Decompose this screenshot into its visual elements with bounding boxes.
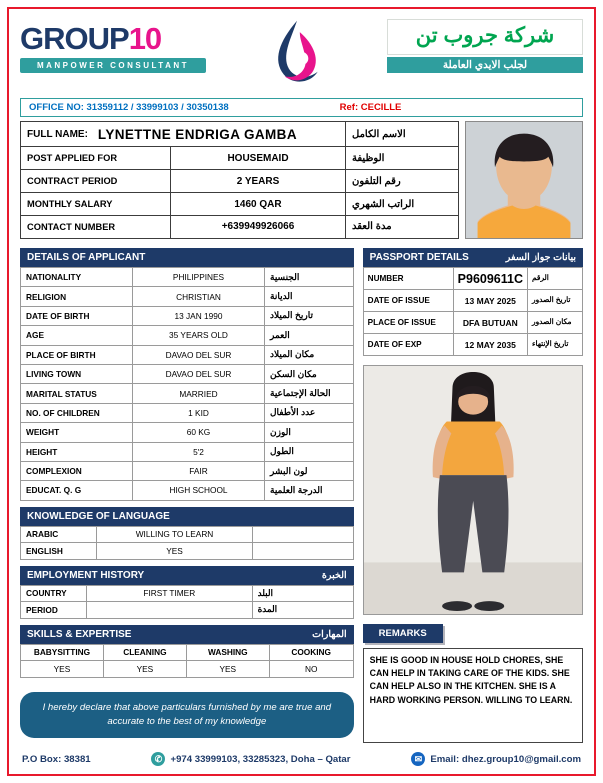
remarks-badge: REMARKS xyxy=(363,624,443,643)
group10-wordmark xyxy=(20,23,206,54)
section-title: SKILLS & EXPERTISE xyxy=(27,628,132,640)
field-value: 2 YEARS xyxy=(171,170,346,192)
employment-row: COUNTRY FIRST TIMER البلد xyxy=(21,586,353,603)
language-row: ARABIC WILLING TO LEARN xyxy=(21,527,353,544)
details-table xyxy=(20,267,354,501)
language-section xyxy=(20,507,354,560)
email-contact xyxy=(411,752,581,766)
details-row: RELIGION CHRISTIAN الديانة xyxy=(21,287,353,306)
skills-value-row: YES YES YES NO xyxy=(21,661,353,678)
email-text: Email: dhez.group10@gmail.com xyxy=(430,753,581,765)
applicant-fullbody-photo xyxy=(363,365,583,615)
office-numbers: OFFICE NO: 31359112 / 33999103 / 30350138 xyxy=(29,102,229,113)
office-bar xyxy=(20,98,583,117)
skills-section xyxy=(20,625,354,678)
field-label-arabic: الوظيفة xyxy=(352,152,385,164)
skills-header-row: BABYSITTING CLEANING WASHING COOKING xyxy=(21,645,353,662)
passport-row: NUMBER P9609611C الرقم xyxy=(364,268,582,290)
passport-row: DATE OF ISSUE 13 MAY 2025 تاريخ الصدور xyxy=(364,290,582,312)
details-row: PLACE OF BIRTH DAVAO DEL SUR مكان الميلاد xyxy=(21,346,353,365)
field-label: MONTHLY SALARY xyxy=(21,193,171,215)
summary-row xyxy=(21,147,458,170)
manpower-consultant-banner: MANPOWER CONSULTANT xyxy=(20,58,206,73)
company-logo-icon xyxy=(264,17,330,89)
full-name-row xyxy=(21,122,458,147)
details-row: HEIGHT 5'2 الطول xyxy=(21,443,353,462)
section-title-arabic: الخبرة xyxy=(321,569,347,581)
left-column xyxy=(20,248,354,743)
details-row: MARITAL STATUS MARRIED الحالة الإجتماعية xyxy=(21,384,353,403)
group10-brand xyxy=(20,17,206,73)
employment-row: PERIOD المدة xyxy=(21,602,353,619)
right-column xyxy=(363,248,583,743)
field-label-arabic: رقم التلفون xyxy=(352,175,401,187)
details-row: COMPLEXION FAIR لون البشر xyxy=(21,462,353,481)
field-label: POST APPLIED FOR xyxy=(21,147,171,169)
details-row: DATE OF BIRTH 13 JAN 1990 تاريخ الميلاد xyxy=(21,307,353,326)
wordmark-ten: 10 xyxy=(128,21,162,56)
header xyxy=(20,17,583,95)
field-value: 1460 QAR xyxy=(171,193,346,215)
applicant-summary-section xyxy=(20,121,583,239)
footer xyxy=(20,750,583,766)
details-row: NATIONALITY PHILIPPINES الجنسية xyxy=(21,268,353,287)
cv-document xyxy=(9,9,594,774)
section-title: DETAILS OF APPLICANT xyxy=(27,252,146,263)
language-table xyxy=(20,526,354,560)
skills-table xyxy=(20,644,354,678)
main-content xyxy=(20,248,583,743)
phone-text: +974 33999103, 33285323, Doha – Qatar xyxy=(170,753,351,765)
summary-row xyxy=(21,170,458,193)
summary-row xyxy=(21,216,458,238)
email-icon: ✉ xyxy=(411,752,425,766)
passport-row: PLACE OF ISSUE DFA BUTUAN مكان الصدور xyxy=(364,312,582,334)
declaration-statement: I hereby declare that above particulars furnished by me are true and accurate to the best of my knowledge xyxy=(20,692,354,739)
section-title: PASSPORT DETAILS xyxy=(369,252,469,263)
section-title-arabic: المهارات xyxy=(312,628,347,640)
phone-contact xyxy=(151,752,350,766)
field-label-arabic: مدة العقد xyxy=(352,221,392,233)
knowledge-of-language-header xyxy=(20,507,354,526)
reference-label: Ref: CECILLE xyxy=(339,102,402,113)
employment-section xyxy=(20,566,354,619)
employment-table xyxy=(20,585,354,619)
passport-table xyxy=(363,267,583,356)
details-row: LIVING TOWN DAVAO DEL SUR مكان السكن xyxy=(21,365,353,384)
summary-row xyxy=(21,193,458,216)
skills-expertise-header xyxy=(20,625,354,644)
wordmark-group: GROUP xyxy=(20,21,129,56)
employment-history-header xyxy=(20,566,354,585)
pobox-text: P.O Box: 38381 xyxy=(22,753,91,765)
section-title: EMPLOYMENT HISTORY xyxy=(27,569,145,581)
passport-row: DATE OF EXP 12 MAY 2035 تاريخ الإنتهاء xyxy=(364,334,582,356)
summary-table xyxy=(20,121,459,239)
details-row: EDUCAT. Q. G HIGH SCHOOL الدرجة العلمية xyxy=(21,481,353,500)
details-row: NO. OF CHILDREN 1 KID عدد الأطفال xyxy=(21,404,353,423)
details-row: WEIGHT 60 KG الوزن xyxy=(21,423,353,442)
arabic-brand xyxy=(387,17,583,73)
applicant-headshot-photo xyxy=(465,121,583,239)
arabic-company-name: شركة جروب تن xyxy=(387,19,583,55)
field-label: CONTRACT PERIOD xyxy=(21,170,171,192)
language-row: ENGLISH YES xyxy=(21,543,353,560)
field-value: +639949926066 xyxy=(171,216,346,238)
details-row: AGE 35 YEARS OLD العمر xyxy=(21,326,353,345)
arabic-company-tagline: لجلب الايدي العاملة xyxy=(387,57,583,73)
section-title: KNOWLEDGE OF LANGUAGE xyxy=(27,510,170,522)
field-value: HOUSEMAID xyxy=(171,147,346,169)
field-label-arabic: الراتب الشهري xyxy=(352,198,415,210)
full-name-label-arabic: الاسم الكامل xyxy=(352,128,406,140)
passport-details-header xyxy=(363,248,583,267)
field-label: CONTACT NUMBER xyxy=(21,216,171,238)
remarks-text: SHE IS GOOD IN HOUSE HOLD CHORES, SHE CAN HELP IN TAKING CARE OF THE KIDS. SHE CAN HELP ALSO IN THE KITCHEN. SHE IS A HARD WORKING PERSON. WILLING TO LEARN. xyxy=(363,648,583,743)
phone-icon: ✆ xyxy=(151,752,165,766)
full-name-value: LYNETTNE ENDRIGA GAMBA xyxy=(97,126,297,142)
full-name-label: FULL NAME: xyxy=(27,128,88,140)
details-of-applicant-header xyxy=(20,248,354,267)
section-title-arabic: بيانات جواز السفر xyxy=(505,252,576,263)
